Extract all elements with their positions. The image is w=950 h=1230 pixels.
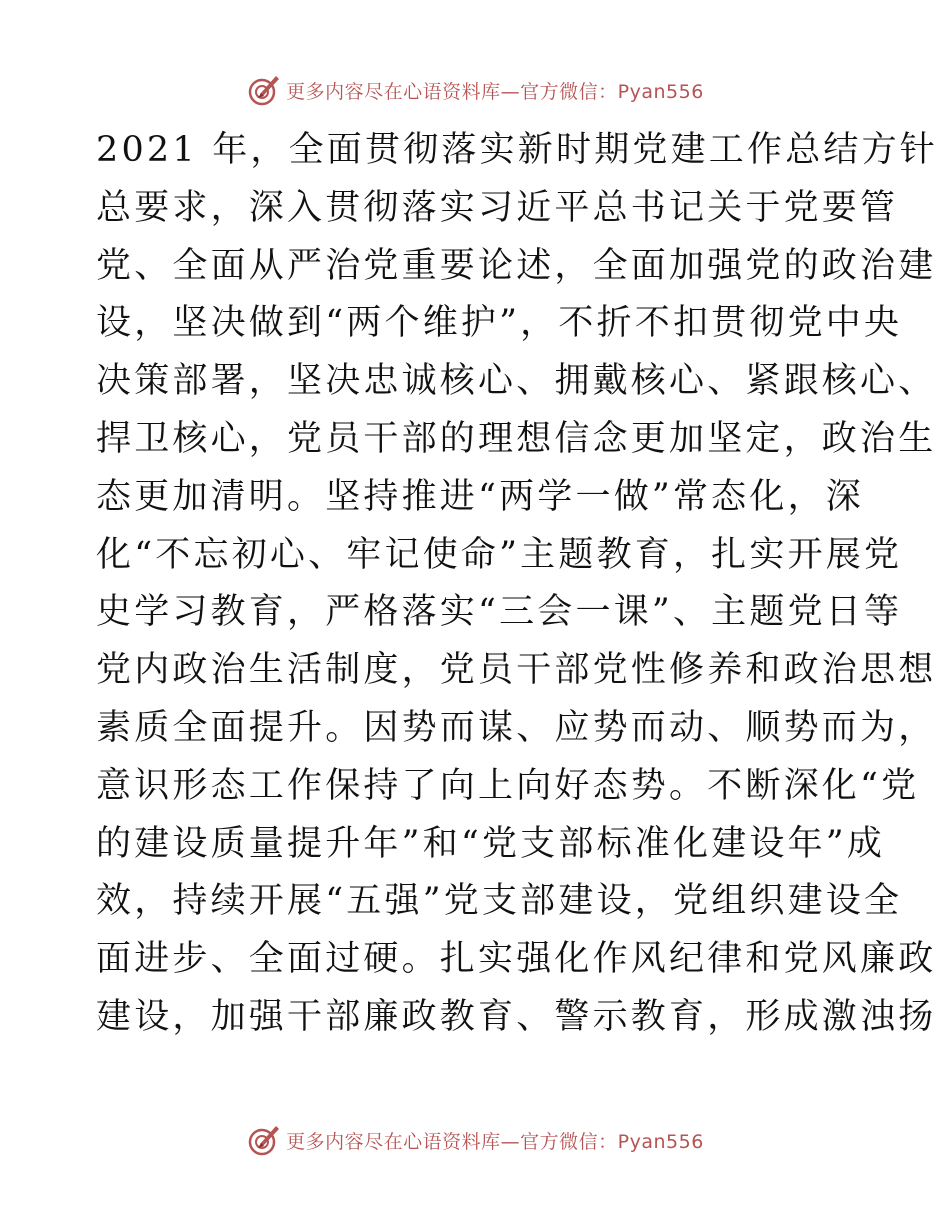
text-line: 史学习教育，严格落实“三会一课”、主题党日等 [96, 592, 903, 633]
text-line: 的建设质量提升年”和“党支部标准化建设年”成 [96, 823, 886, 864]
text-line: 决策部署，坚决忠诚核心、拥戴核心、紧跟核心、 [96, 361, 937, 402]
text-line: 党内政治生活制度，党员干部党性修养和政治思想 [96, 650, 937, 691]
header-watermark [246, 72, 704, 108]
quill-seal-icon [246, 72, 282, 108]
text-line: 意识形态工作保持了向上向好态势。不断深化“党 [96, 765, 920, 806]
text-line: 面进步、全面过硬。扎实强化作风纪律和党风廉政 [96, 939, 937, 980]
footer-watermark-banner [0, 1120, 950, 1160]
text-line: 态更加清明。坚持推进“两学一做”常态化，深 [96, 476, 864, 517]
header-watermark-banner [0, 70, 950, 110]
text-line: 捍卫核心，党员干部的理想信念更加坚定，政治生 [96, 418, 937, 459]
text-line: 建设，加强干部廉政教育、警示教育，形成激浊扬 [96, 996, 937, 1037]
header-watermark-text: 更多内容尽在心语资料库—官方微信：Pyan556 [286, 80, 704, 103]
quill-seal-icon [246, 1122, 282, 1158]
text-line: 效，持续开展“五强”党支部建设，党组织建设全 [96, 881, 903, 922]
text-line: 素质全面提升。因势而谋、应势而动、顺势而为， [96, 707, 937, 748]
text-line: 化“不忘初心、牢记使命”主题教育，扎实开展党 [96, 534, 903, 575]
text-line: 设，坚决做到“两个维护”，不折不扣贯彻党中央 [96, 303, 903, 344]
text-line: 总要求，深入贯彻落实习近平总书记关于党要管 [96, 187, 899, 228]
article-body [96, 122, 938, 1047]
text-line: 党、全面从严治党重要论述，全面加强党的政治建 [96, 245, 937, 286]
text-line: 2021 年，全面贯彻落实新时期党建工作总结方针 [96, 130, 938, 170]
footer-watermark [246, 1122, 704, 1158]
footer-watermark-text: 更多内容尽在心语资料库—官方微信：Pyan556 [286, 1130, 704, 1153]
